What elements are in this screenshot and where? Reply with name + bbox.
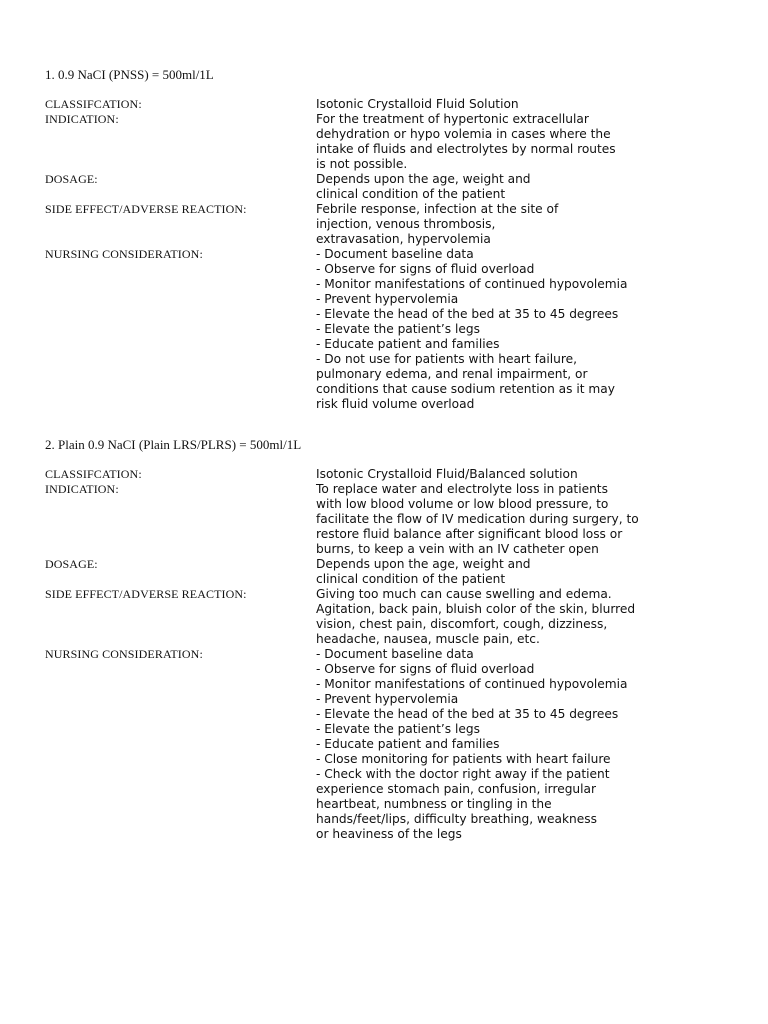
text-line: Giving too much can cause swelling and edema. bbox=[316, 587, 612, 601]
text-line: Isotonic Crystalloid Fluid Solution bbox=[316, 97, 519, 111]
nursing-consideration-row bbox=[45, 247, 725, 412]
indication-row bbox=[45, 482, 725, 557]
side-effect-row bbox=[45, 202, 725, 247]
text-line: headache, nausea, muscle pain, etc. bbox=[316, 632, 540, 646]
dosage-row bbox=[45, 172, 725, 202]
indication-row bbox=[45, 112, 725, 172]
nursing-consideration-value bbox=[316, 647, 725, 842]
text-line: facilitate the flow of IV medication during surgery, to bbox=[316, 512, 639, 526]
text-line: clinical condition of the patient bbox=[316, 187, 506, 201]
dosage-label: DOSAGE: bbox=[45, 557, 98, 571]
text-line: clinical condition of the patient bbox=[316, 572, 506, 586]
list-item: - Observe for signs of fluid overload bbox=[316, 262, 535, 276]
list-item: conditions that cause sodium retention as it may bbox=[316, 382, 615, 396]
nursing-consideration-label: NURSING CONSIDERATION: bbox=[45, 647, 203, 661]
text-line: Depends upon the age, weight and bbox=[316, 557, 531, 571]
list-item: - Observe for signs of fluid overload bbox=[316, 662, 535, 676]
list-item: risk fluid volume overload bbox=[316, 397, 475, 411]
classification-value bbox=[316, 467, 725, 482]
nursing-consideration-value bbox=[316, 247, 725, 412]
list-item: - Elevate the patient’s legs bbox=[316, 322, 481, 336]
side-effect-value bbox=[316, 587, 725, 647]
text-line: injection, venous thrombosis, bbox=[316, 217, 496, 231]
list-item: - Educate patient and families bbox=[316, 337, 500, 351]
list-item: hands/feet/lips, difficulty breathing, weakness bbox=[316, 812, 597, 826]
list-item: pulmonary edema, and renal impairment, or bbox=[316, 367, 588, 381]
list-item: heartbeat, numbness or tingling in the bbox=[316, 797, 552, 811]
list-item: - Document baseline data bbox=[316, 247, 474, 261]
text-line: burns, to keep a vein with an IV catheter open bbox=[316, 542, 599, 556]
classification-row bbox=[45, 467, 725, 482]
classification-value bbox=[316, 97, 725, 112]
classification-label: CLASSIFCATION: bbox=[45, 97, 142, 111]
list-item: - Elevate the patient’s legs bbox=[316, 722, 481, 736]
dosage-row bbox=[45, 557, 725, 587]
dosage-label: DOSAGE: bbox=[45, 172, 98, 186]
classification-row bbox=[45, 97, 725, 112]
list-item: - Monitor manifestations of continued hypovolemia bbox=[316, 277, 628, 291]
text-line: intake of fluids and electrolytes by normal routes bbox=[316, 142, 616, 156]
text-line: Febrile response, infection at the site of bbox=[316, 202, 559, 216]
list-item: - Check with the doctor right away if the patient bbox=[316, 767, 610, 781]
text-line: is not possible. bbox=[316, 157, 408, 171]
drug-section-pnss bbox=[45, 67, 725, 412]
section-title: 2. Plain 0.9 NaCI (Plain LRS/PLRS) = 500ml/1L bbox=[45, 437, 302, 452]
side-effect-label: SIDE EFFECT/ADVERSE REACTION: bbox=[45, 202, 247, 216]
list-item: - Elevate the head of the bed at 35 to 45 degrees bbox=[316, 307, 619, 321]
nursing-consideration-row bbox=[45, 647, 725, 842]
text-line: For the treatment of hypertonic extracellular bbox=[316, 112, 589, 126]
text-line: To replace water and electrolyte loss in patients bbox=[316, 482, 608, 496]
dosage-value bbox=[316, 557, 725, 587]
text-line: Depends upon the age, weight and bbox=[316, 172, 531, 186]
indication-label: INDICATION: bbox=[45, 482, 119, 496]
indication-label: INDICATION: bbox=[45, 112, 119, 126]
text-line: with low blood volume or low blood pressure, to bbox=[316, 497, 609, 511]
side-effect-value bbox=[316, 202, 725, 247]
dosage-value bbox=[316, 172, 725, 202]
list-item: - Prevent hypervolemia bbox=[316, 692, 459, 706]
indication-value bbox=[316, 112, 725, 172]
list-item: - Document baseline data bbox=[316, 647, 474, 661]
side-effect-row bbox=[45, 587, 725, 647]
text-line: extravasation, hypervolemia bbox=[316, 232, 491, 246]
text-line: vision, chest pain, discomfort, cough, dizziness, bbox=[316, 617, 608, 631]
section-fields bbox=[45, 467, 725, 842]
list-item: - Educate patient and families bbox=[316, 737, 500, 751]
text-line: Isotonic Crystalloid Fluid/Balanced solution bbox=[316, 467, 578, 481]
list-item: - Prevent hypervolemia bbox=[316, 292, 459, 306]
side-effect-label: SIDE EFFECT/ADVERSE REACTION: bbox=[45, 587, 247, 601]
text-line: Agitation, back pain, bluish color of the skin, blurred bbox=[316, 602, 636, 616]
list-item: or heaviness of the legs bbox=[316, 827, 462, 841]
section-title: 1. 0.9 NaCI (PNSS) = 500ml/1L bbox=[45, 67, 214, 82]
indication-value bbox=[316, 482, 725, 557]
list-item: - Elevate the head of the bed at 35 to 45 degrees bbox=[316, 707, 619, 721]
list-item: - Do not use for patients with heart failure, bbox=[316, 352, 577, 366]
classification-label: CLASSIFCATION: bbox=[45, 467, 142, 481]
list-item: - Close monitoring for patients with heart failure bbox=[316, 752, 611, 766]
text-line: restore fluid balance after significant blood loss or bbox=[316, 527, 623, 541]
text-line: dehydration or hypo volemia in cases where the bbox=[316, 127, 611, 141]
list-item: experience stomach pain, confusion, irregular bbox=[316, 782, 597, 796]
section-fields bbox=[45, 97, 725, 412]
drug-section-plrs bbox=[45, 437, 725, 842]
nursing-consideration-label: NURSING CONSIDERATION: bbox=[45, 247, 203, 261]
list-item: - Monitor manifestations of continued hypovolemia bbox=[316, 677, 628, 691]
